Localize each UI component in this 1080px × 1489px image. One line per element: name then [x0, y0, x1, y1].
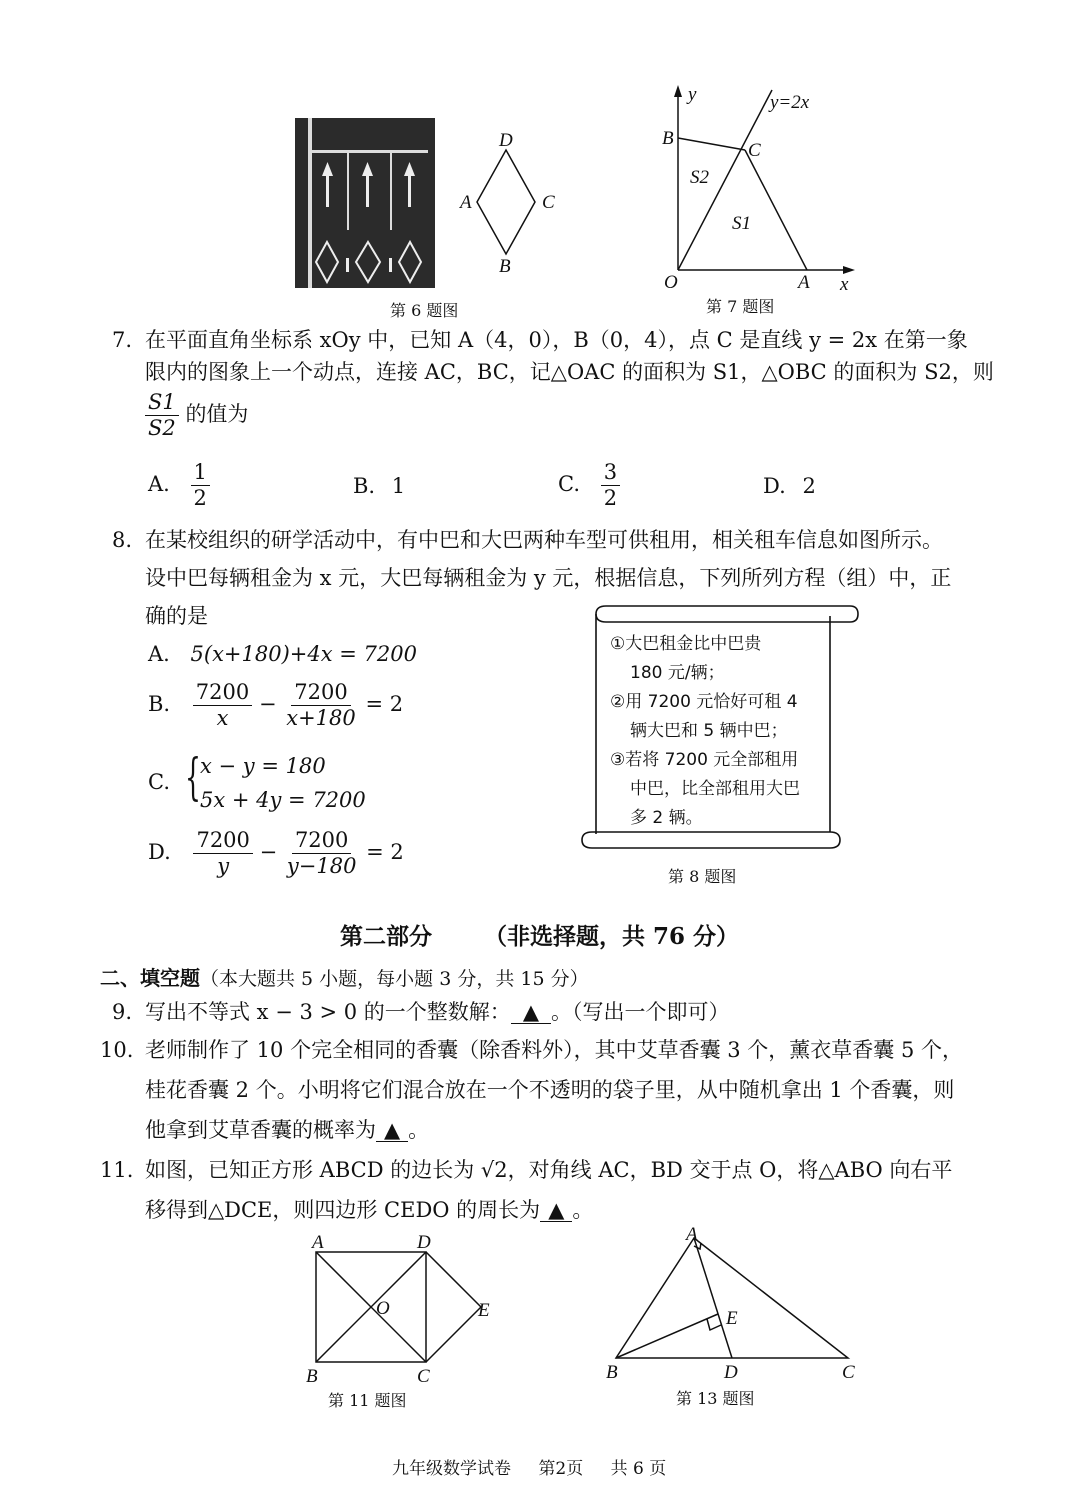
fig7-label-s1: S1 — [732, 213, 751, 234]
q8-option-c — [148, 752, 170, 794]
figure-13-drawing — [600, 1222, 870, 1372]
fig6-caption: 第 6 题图 — [390, 301, 459, 320]
q10-line-3-before: 他拿到艾草香囊的概率为 — [145, 1118, 376, 1142]
q7-option-b — [353, 476, 405, 497]
q8-option-a-label: A. — [148, 642, 170, 666]
q8-note-line-1: ①大巴租金比中巴贵 — [610, 634, 762, 654]
fig13-label-e: E — [726, 1308, 738, 1329]
q10-line-1: 老师制作了 10 个完全相同的香囊（除香料外），其中艾草香囊 3 个，薰衣草香囊 5 个， — [145, 1038, 963, 1062]
q8-note-line-6: 中巴，比全部租用大巴 — [630, 779, 800, 799]
q8-option-c-label: C. — [148, 770, 170, 794]
q9-text — [145, 1002, 729, 1024]
q9-text-before: 写出不等式 x − 3 > 0 的一个整数解： — [145, 1000, 511, 1024]
q8-note-line-4: 辆大巴和 5 辆中巴； — [630, 721, 788, 741]
q11-line-2-before: 移得到△DCE，则四边形 CEDO 的周长为 — [145, 1198, 541, 1222]
minus-sign: − — [259, 840, 278, 864]
q7-option-d-label: D. — [763, 474, 786, 498]
q9-answer-blank: ▲ — [511, 1002, 551, 1024]
q9-text-after: 。（写出一个即可） — [550, 1000, 730, 1024]
section2-heading: 二、填空题 — [100, 966, 200, 990]
q7-option-c-fraction — [601, 462, 620, 509]
q7-option-b-label: B. — [353, 474, 376, 498]
fig13-label-a: A — [686, 1224, 698, 1245]
q10-line-2: 桂花香囊 2 个。小明将它们混合放在一个不透明的袋子里，从中随机拿出 1 个香囊，则 — [145, 1078, 955, 1102]
q8-option-b-rhs: = 2 — [365, 692, 404, 716]
fig7-label-b: B — [662, 128, 674, 149]
q7-option-c-num: 3 — [601, 462, 620, 486]
part2-subtitle: （非选择题，共 76 分） — [484, 923, 740, 950]
figure-7-drawing — [650, 80, 870, 290]
q7-option-c-den: 2 — [603, 486, 618, 510]
q8-option-c-eq2: 5x + 4y = 7200 — [200, 788, 366, 812]
fig11-caption: 第 11 题图 — [328, 1391, 407, 1410]
q7-option-b-value: 1 — [391, 474, 406, 498]
q8-option-b — [148, 682, 403, 729]
fig11-label-b: B — [306, 1366, 318, 1387]
fig7-x-axis-label: x — [840, 274, 849, 295]
q8-note-line-2: 180 元/辆； — [630, 663, 725, 683]
q7-option-a-label: A. — [148, 472, 170, 496]
q7-line-3 — [145, 392, 248, 439]
footer-total: 共 6 页 — [610, 1459, 667, 1479]
q8-option-a — [148, 644, 417, 665]
fig7-label-a: A — [798, 272, 810, 293]
q7-line-2: 限内的图象上一个动点，连接 AC，BC，记△OAC 的面积为 S1，△OBC 的面积为 S2，则 — [145, 360, 994, 384]
q8-option-b-d2: x+180 — [286, 706, 356, 730]
fig13-label-c: C — [842, 1362, 855, 1383]
figure-11 — [300, 1230, 510, 1410]
q8-option-c-eq1: x − y = 180 — [200, 754, 326, 778]
q8-option-d-n1: 7200 — [193, 830, 252, 854]
q8-note-line-7: 多 2 辆。 — [630, 808, 703, 828]
fig13-label-b: B — [606, 1362, 618, 1383]
fig11-label-e: E — [478, 1300, 490, 1321]
fig13-caption: 第 13 题图 — [676, 1389, 755, 1408]
fig8-caption: 第 8 题图 — [668, 867, 737, 886]
fig7-label-s2: S2 — [690, 167, 709, 188]
footer-title: 九年级数学试卷 — [392, 1459, 511, 1479]
q7-option-c-label: C. — [558, 472, 580, 496]
q8-note-line-3: ②用 7200 元恰好可租 4 — [610, 692, 798, 712]
q9-number: 9. — [112, 1000, 133, 1024]
figure-7 — [650, 80, 870, 315]
q8-line-2: 设中巴每辆租金为 x 元，大巴每辆租金为 y 元，根据信息，下列所列方程（组）中，正 — [145, 566, 952, 590]
q7-option-a-num: 1 — [191, 462, 210, 486]
q8-option-a-expr: 5(x+180)+4x = 7200 — [190, 642, 417, 666]
q7-option-c — [558, 462, 620, 509]
part2-title: 第二部分 — [340, 923, 432, 950]
fig7-label-c: C — [748, 140, 761, 161]
page-footer — [392, 1454, 666, 1479]
q7-option-a-fraction — [191, 462, 210, 509]
q8-option-d-label: D. — [148, 840, 171, 864]
q10-answer-blank: ▲ — [376, 1120, 408, 1142]
q7-frac-num: S1 — [145, 392, 179, 416]
q8-option-b-d1: x — [216, 706, 229, 730]
q11-number: 11. — [100, 1158, 134, 1182]
q8-option-d-d2: y−180 — [286, 854, 357, 878]
figure-13 — [600, 1222, 870, 1412]
q8-note-text — [610, 630, 800, 833]
q8-option-d-frac1 — [193, 830, 252, 877]
q8-line-3: 确的是 — [145, 604, 208, 628]
q7-line-3-tail: 的值为 — [185, 402, 249, 426]
q10-line-3-after: 。 — [408, 1118, 430, 1142]
q8-option-d-frac2 — [284, 830, 360, 877]
q11-answer-blank: ▲ — [540, 1200, 572, 1222]
fig6-label-b: B — [499, 256, 511, 277]
q8-option-b-n1: 7200 — [193, 682, 252, 706]
q7-line-1: 在平面直角坐标系 xOy 中，已知 A（4，0），B（0，4），点 C 是直线 y = 2x 在第一象 — [145, 328, 968, 352]
q7-number: 7. — [112, 328, 133, 352]
q8-scroll-note — [578, 602, 860, 852]
q8-option-d — [148, 830, 404, 877]
q8-option-c-brace: { — [185, 748, 201, 806]
fig7-line-label: y=2x — [770, 92, 810, 113]
q11-line-2-after: 。 — [572, 1198, 594, 1222]
q8-option-b-frac2 — [283, 682, 359, 729]
q8-option-d-n2: 7200 — [292, 830, 351, 854]
fig7-label-o: O — [664, 272, 678, 293]
fig11-label-c: C — [417, 1366, 430, 1387]
fig6-label-d: D — [499, 130, 513, 151]
q8-option-b-label: B. — [148, 692, 171, 716]
minus-sign: − — [258, 692, 277, 716]
fig11-label-d: D — [417, 1232, 431, 1253]
fig6-label-c: C — [542, 192, 555, 213]
q7-option-a-den: 2 — [193, 486, 207, 510]
q11-line-2 — [145, 1200, 593, 1222]
section2-note: （本大题共 5 小题，每小题 3 分，共 15 分） — [200, 968, 589, 990]
q8-note-line-5: ③若将 7200 元全部租用 — [610, 750, 799, 770]
fig7-y-axis-label: y — [688, 84, 697, 105]
q8-option-b-frac1 — [193, 682, 252, 729]
q8-option-d-rhs: = 2 — [366, 840, 404, 864]
q11-line-1: 如图，已知正方形 ABCD 的边长为 √2，对角线 AC，BD 交于点 O，将△ABO 向右平 — [145, 1158, 953, 1182]
fig11-label-a: A — [312, 1232, 324, 1253]
q10-number: 10. — [100, 1038, 134, 1062]
q10-line-3 — [145, 1120, 429, 1142]
figure-6-drawing — [290, 110, 580, 290]
q8-line-1: 在某校组织的研学活动中，有中巴和大巴两种车型可供租用，相关租车信息如图所示。 — [145, 528, 943, 552]
q7-fraction — [145, 392, 179, 439]
q7-option-d — [763, 476, 816, 497]
fig7-caption: 第 7 题图 — [706, 297, 775, 316]
q7-option-d-value: 2 — [802, 474, 816, 498]
footer-page: 第2页 — [538, 1459, 584, 1479]
fig6-label-a: A — [460, 192, 472, 213]
q8-number: 8. — [112, 528, 133, 552]
q8-option-b-n2: 7200 — [291, 682, 350, 706]
q7-frac-den: S2 — [148, 416, 176, 440]
figure-6 — [290, 110, 580, 320]
fig11-label-o: O — [376, 1298, 390, 1319]
q8-option-d-d1: y — [217, 854, 230, 878]
section2-header — [100, 962, 589, 991]
q7-option-a — [148, 462, 210, 509]
fig13-label-d: D — [724, 1362, 738, 1383]
